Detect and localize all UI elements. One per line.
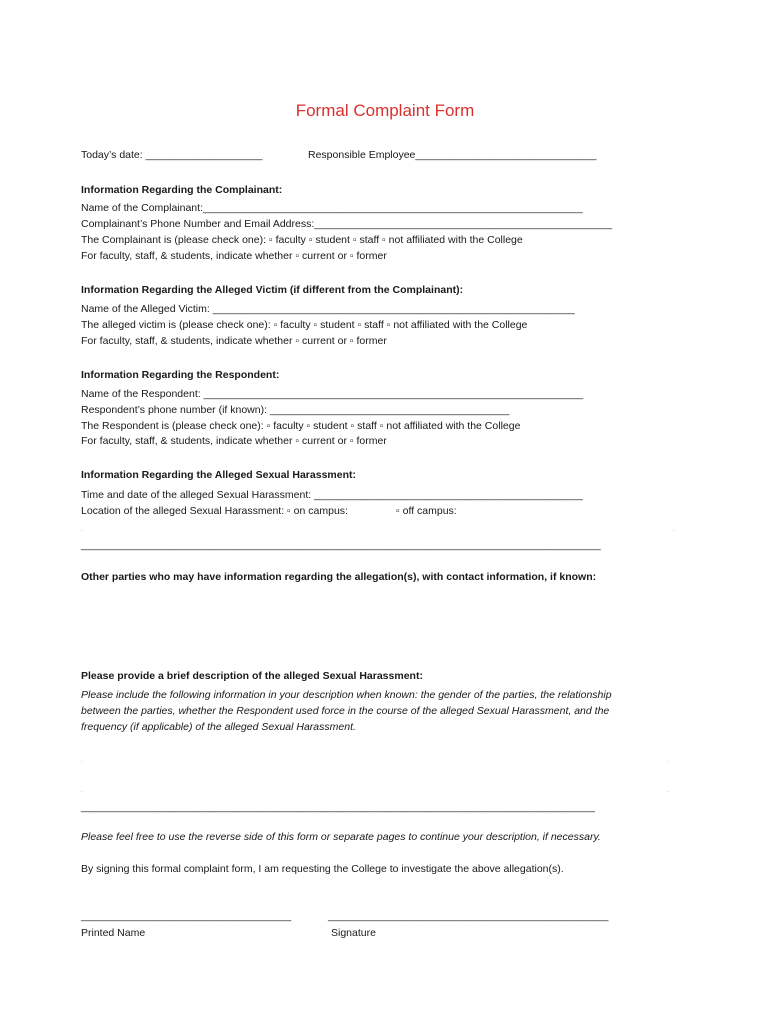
printed-name-label: Printed Name <box>81 927 146 939</box>
off-campus-checkbox[interactable]: ▫ off campus: <box>396 505 457 517</box>
description-instructions-line: between the parties, whether the Respondent used force in the course of the alleged Sexual Harassment, and the <box>81 705 610 717</box>
printed-name-line[interactable]: ____________________________________ <box>81 910 292 922</box>
field-marker: . <box>673 527 675 533</box>
signature-label: Signature <box>331 927 376 939</box>
respondent-name-field[interactable]: Name of the Respondent: _________________________________________________________________ <box>81 388 584 400</box>
respondent-phone-field[interactable]: Respondent’s phone number (if known): _________________________________________ <box>81 404 510 416</box>
signing-statement: By signing this formal complaint form, I am requesting the College to investigate the above allegation(s). <box>81 863 564 875</box>
respondent-status-checkboxes[interactable]: For faculty, staff, & students, indicate whether ▫ current or ▫ former <box>81 435 387 447</box>
respondent-affiliation-checkboxes[interactable]: The Respondent is (please check one): ▫ faculty ▫ student ▫ staff ▫ not affiliated with the College <box>81 420 521 432</box>
respondent-section-heading: Information Regarding the Respondent: <box>81 369 280 381</box>
complainant-status-checkboxes[interactable]: For faculty, staff, & students, indicate whether ▫ current or ▫ former <box>81 250 387 262</box>
complainant-contact-field[interactable]: Complainant’s Phone Number and Email Address:___________________________________________________ <box>81 218 613 230</box>
field-marker: . <box>81 527 83 533</box>
signature-line[interactable]: ________________________________________________ <box>328 910 609 922</box>
victim-status-checkboxes[interactable]: For faculty, staff, & students, indicate whether ▫ current or ▫ former <box>81 335 387 347</box>
complainant-section-heading: Information Regarding the Complainant: <box>81 184 283 196</box>
harassment-section-heading: Information Regarding the Alleged Sexual Harassment: <box>81 469 356 481</box>
harassment-time-date-field[interactable]: Time and date of the alleged Sexual Harassment: ______________________________________________ <box>81 489 583 501</box>
responsible-employee-field[interactable]: Responsible Employee_______________________________ <box>308 149 597 161</box>
field-marker: . <box>667 788 669 794</box>
form-title: Formal Complaint Form <box>295 101 475 120</box>
complainant-name-field[interactable]: Name of the Complainant:_________________________________________________________________ <box>81 202 583 214</box>
victim-affiliation-checkboxes[interactable]: The alleged victim is (please check one): ▫ faculty ▫ student ▫ staff ▫ not affiliated with the College <box>81 319 528 331</box>
field-marker: . <box>667 758 669 764</box>
description-instructions-line: Please include the following information in your description when known: the gender of the parties, the relationship <box>81 689 612 701</box>
reverse-side-note: Please feel free to use the reverse side of this form or separate pages to continue your description, if necessary. <box>81 831 601 843</box>
complainant-affiliation-checkboxes[interactable]: The Complainant is (please check one): ▫ faculty ▫ student ▫ staff ▫ not affiliated with the College <box>81 234 523 246</box>
description-text-field[interactable]: ________________________________________________________________________________________ <box>81 801 595 813</box>
other-parties-heading: Other parties who may have information regarding the allegation(s), with contact information, if known: <box>81 571 597 583</box>
victim-section-heading: Information Regarding the Alleged Victim (if different from the Complainant): <box>81 284 464 296</box>
todays-date-field[interactable]: Today’s date: ____________________ <box>81 149 263 161</box>
field-marker: . <box>81 758 83 764</box>
harassment-location-line[interactable]: _________________________________________________________________________________________ <box>81 539 601 551</box>
other-parties-text-area[interactable] <box>81 590 677 660</box>
field-marker: . <box>81 788 83 794</box>
description-heading: Please provide a brief description of the alleged Sexual Harassment: <box>81 670 423 682</box>
victim-name-field[interactable]: Name of the Alleged Victim: ______________________________________________________________ <box>81 303 575 315</box>
description-instructions-line: frequency (if applicable) of the alleged Sexual Harassment. <box>81 721 356 733</box>
on-campus-checkbox[interactable]: Location of the alleged Sexual Harassment: ▫ on campus: <box>81 505 348 517</box>
